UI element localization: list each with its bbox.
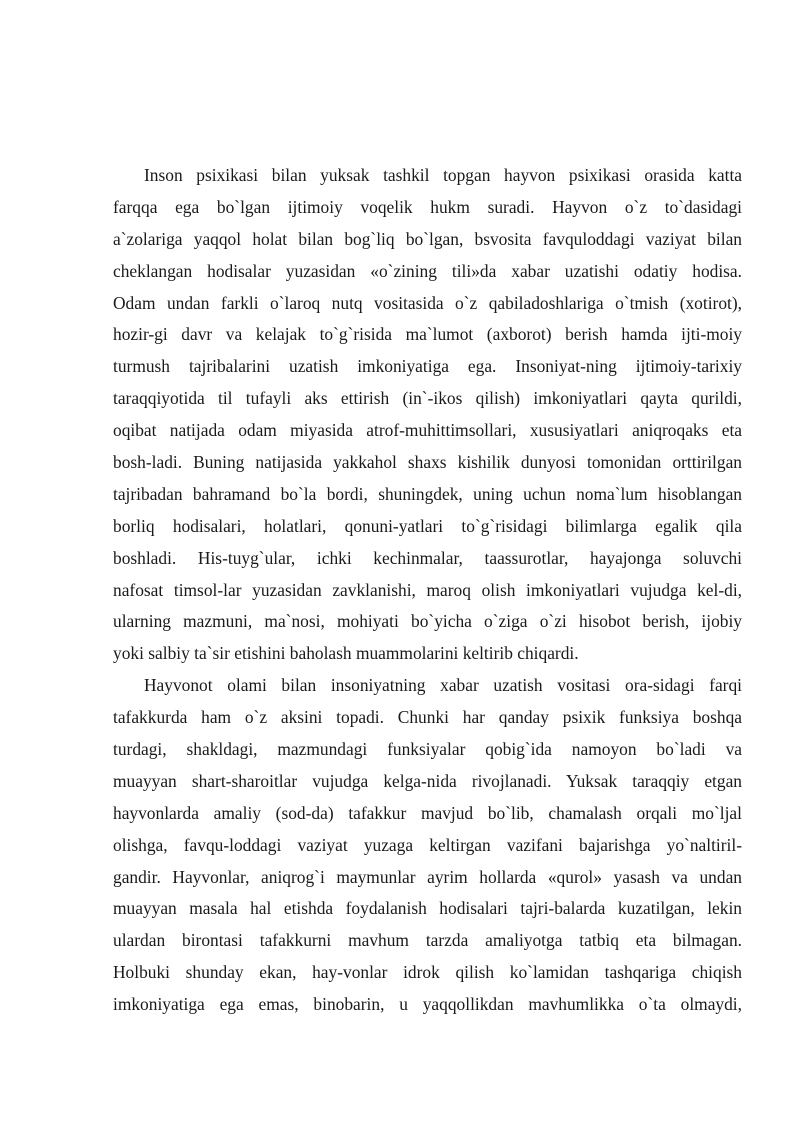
text-line: tajribadan bahramand bo`la bordi, shuningdek, uning uchun noma`lum hisoblangan <box>113 483 742 504</box>
text-line: Odam undan farkli o`laroq nutq vositasida o`z qabiladoshlariga o`tmish (xotirot), <box>113 292 742 313</box>
text-line: cheklangan hodisalar yuzasidan «o`zining tili»da xabar uzatishi odatiy hodisa. <box>113 260 742 281</box>
text-line: Hayvonot olami bilan insoniyatning xabar uzatish vositasi ora-sidagi farqi <box>144 675 742 696</box>
text-line: muayyan shart-sharoitlar vujudga kelga-nida rivojlanadi. Yuksak taraqqiy etgan <box>113 770 742 791</box>
text-line: taraqqiyotida til tufayli aks ettirish (in`-ikos qilish) imkoniyatlari qayta qurildi, <box>113 388 742 409</box>
text-line: muayyan masala hal etishda foydalanish hodisalari tajri-balarda kuzatilgan, lekin <box>113 898 742 919</box>
text-line: borliq hodisalari, holatlari, qonuni-yatlari to`g`risidagi bilimlarga egalik qila <box>113 515 742 536</box>
text-line: tafakkurda ham o`z aksini topadi. Chunki har qanday psixik funksiya boshqa <box>113 707 742 728</box>
text-line: Inson psixikasi bilan yuksak tashkil topgan hayvon psixikasi orasida katta <box>144 165 742 185</box>
text-line: oqibat natijada odam miyasida atrof-muhittimsollari, xususiyatlari aniqroqaks eta <box>113 420 742 441</box>
text-line: hayvonlarda amaliy (sod-da) tafakkur mavjud bo`lib, chamalash orqali mo`ljal <box>113 802 742 823</box>
text-line: turdagi, shakldagi, mazmundagi funksiyalar qobig`ida namoyon bo`ladi va <box>113 739 742 760</box>
text-line: turmush tajribalarini uzatish imkoniyatiga ega. Insoniyat-ning ijtimoiy-tarixiy <box>113 356 742 377</box>
text-line: nafosat timsol-lar yuzasidan zavklanishi, maroq olish imkoniyatlari vujudga kel-di, <box>113 579 742 600</box>
text-line: farqqa ega bo`lgan ijtimoiy voqelik hukm suradi. Hayvon o`z to`dasidagi <box>113 196 742 217</box>
body-text <box>113 160 742 1021</box>
text-line: bosh-ladi. Buning natijasida yakkahol shaxs kishilik dunyosi tomonidan orttirilgan <box>113 452 742 473</box>
text-line: gandir. Hayvonlar, aniqrog`i maymunlar ayrim hollarda «qurol» yasash va undan <box>113 866 742 887</box>
text-line: Holbuki shunday ekan, hay-vonlar idrok qilish ko`lamidan tashqariga chiqish <box>113 962 742 983</box>
text-line: hozir-gi davr va kelajak to`g`risida ma`lumot (axborot) berish hamda ijti-moiy <box>113 324 742 345</box>
paragraph-1 <box>113 160 742 670</box>
text-line: olishga, favqu-loddagi vaziyat yuzaga keltirgan vazifani bajarishga yo`naltiril- <box>113 834 742 855</box>
text-line: ularning mazmuni, ma`nosi, mohiyati bo`yicha o`ziga o`zi hisobot berish, ijobiy <box>113 611 742 632</box>
text-line: a`zolariga yaqqol holat bilan bog`liq bo`lgan, bsvosita favquloddagi vaziyat bilan <box>113 228 742 249</box>
text-line: boshladi. His-tuyg`ular, ichki kechinmalar, taassurotlar, hayajonga soluvchi <box>113 547 742 568</box>
text-line: ulardan birontasi tafakkurni mavhum tarzda amaliyotga tatbiq eta bilmagan. <box>113 930 742 951</box>
text-line: imkoniyatiga ega emas, binobarin, u yaqqollikdan mavhumlikka o`ta olmaydi, <box>113 994 742 1015</box>
paragraph-2 <box>113 670 742 1021</box>
text-line: yoki salbiy ta`sir etishini baholash muammolarini keltirib chiqardi. <box>113 643 579 664</box>
